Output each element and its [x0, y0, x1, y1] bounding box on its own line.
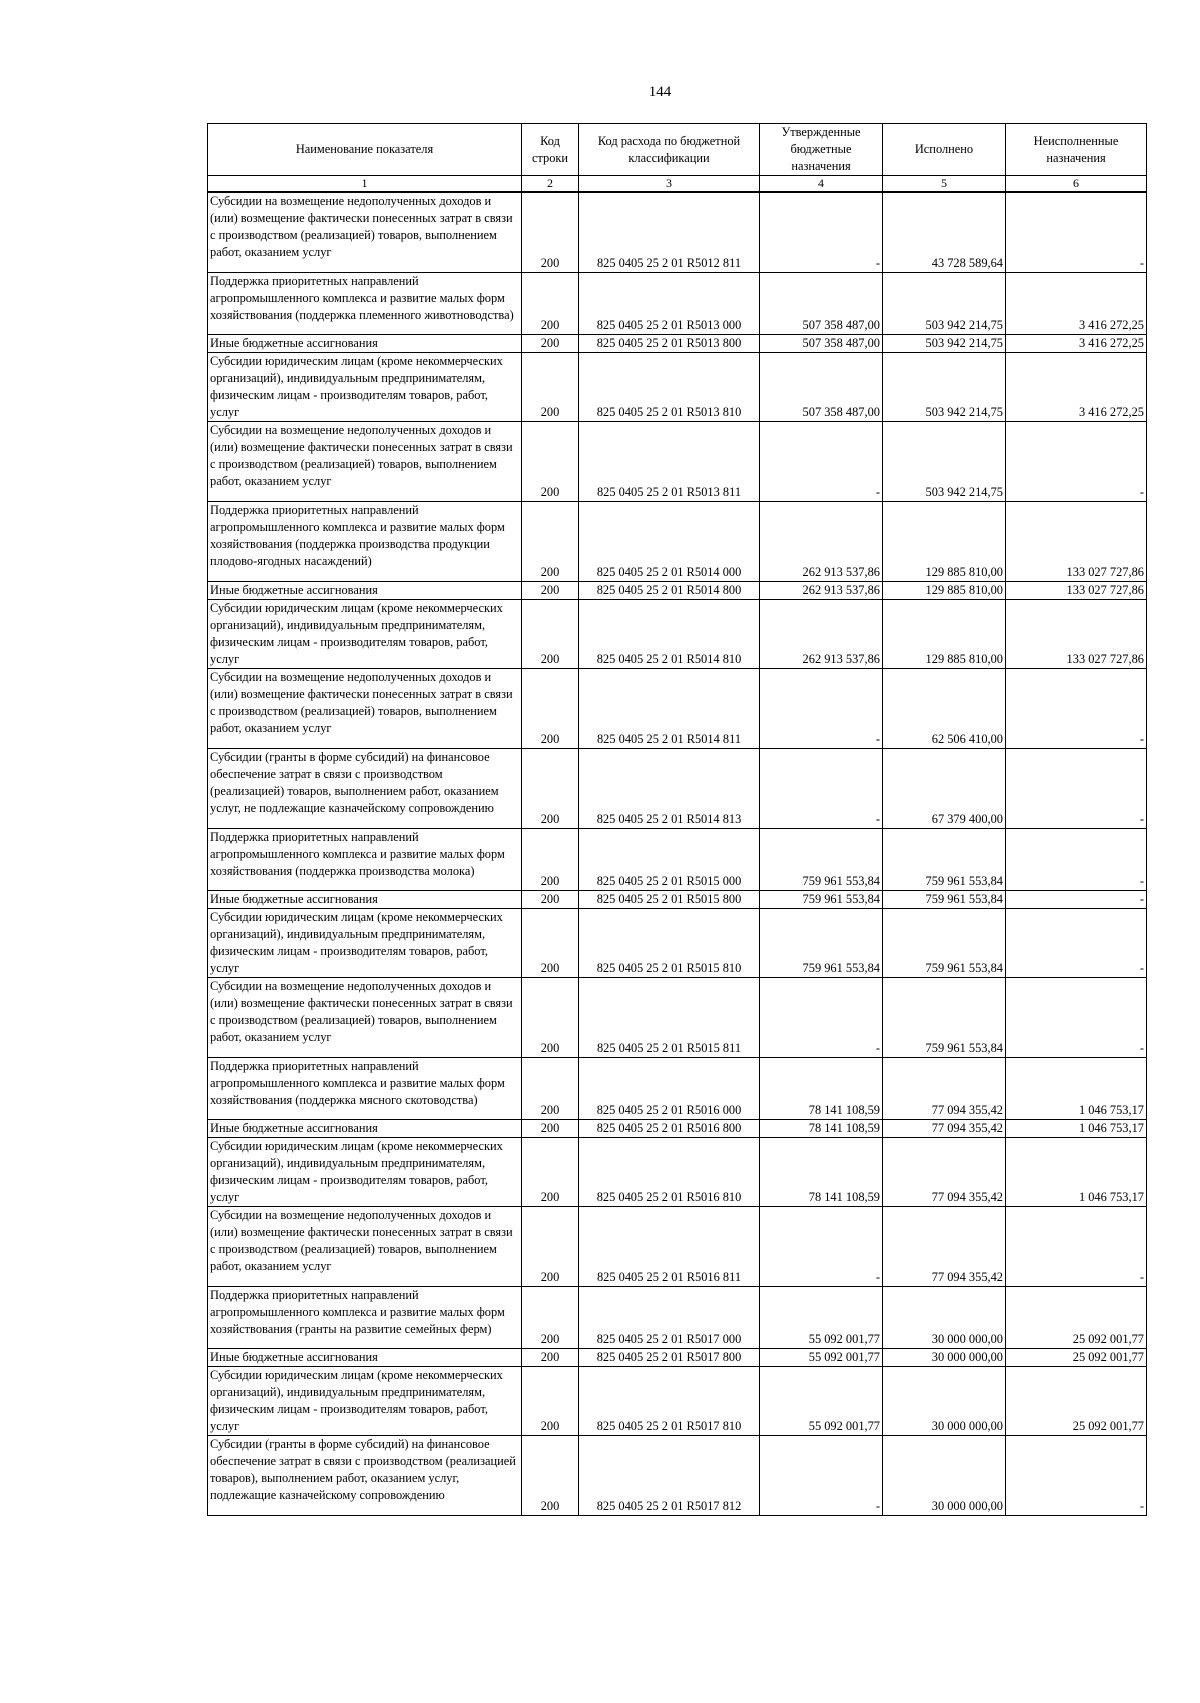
header-indicator-name: Наименование показателя — [208, 124, 522, 176]
row-unexecuted-amount: - — [1006, 421, 1147, 501]
row-line-code: 200 — [522, 581, 579, 599]
table-row — [208, 1119, 1147, 1137]
table-row — [208, 1057, 1147, 1119]
row-name: Иные бюджетные ассигнования — [208, 1119, 522, 1137]
header-executed: Исполнено — [883, 124, 1006, 176]
row-approved-amount: 507 358 487,00 — [760, 272, 883, 334]
row-name: Поддержка приоритетных направлений агропромышленного комплекса и развитие малых форм хозяйствования (поддержка племенного животноводства) — [208, 272, 522, 334]
row-name: Иные бюджетные ассигнования — [208, 1348, 522, 1366]
row-approved-amount: 262 913 537,86 — [760, 501, 883, 581]
table-row — [208, 1348, 1147, 1366]
table-row — [208, 581, 1147, 599]
row-approved-amount: 759 961 553,84 — [760, 890, 883, 908]
row-executed-amount: 759 961 553,84 — [883, 890, 1006, 908]
row-executed-amount: 43 728 589,64 — [883, 192, 1006, 272]
row-line-code: 200 — [522, 1137, 579, 1206]
row-name: Субсидии на возмещение недополученных доходов и (или) возмещение фактически понесенных затрат в связи с производством (реализацией) товаров, выполнением работ, оказанием услуг — [208, 192, 522, 272]
row-unexecuted-amount: 3 416 272,25 — [1006, 352, 1147, 421]
row-classification-code: 825 0405 25 2 01 R5015 810 — [579, 908, 760, 977]
row-executed-amount: 77 094 355,42 — [883, 1057, 1006, 1119]
row-executed-amount: 759 961 553,84 — [883, 977, 1006, 1057]
row-classification-code: 825 0405 25 2 01 R5017 800 — [579, 1348, 760, 1366]
header-budget-classification: Код расхода по бюджетной классификации — [579, 124, 760, 176]
table-row — [208, 334, 1147, 352]
row-line-code: 200 — [522, 977, 579, 1057]
row-name: Поддержка приоритетных направлений агропромышленного комплекса и развитие малых форм хозяйствования (поддержка производства продукции плодово-ягодных насаждений) — [208, 501, 522, 581]
row-approved-amount: - — [760, 977, 883, 1057]
table-body — [208, 192, 1147, 1515]
row-approved-amount: - — [760, 748, 883, 828]
row-executed-amount: 62 506 410,00 — [883, 668, 1006, 748]
row-line-code: 200 — [522, 890, 579, 908]
row-line-code: 200 — [522, 1366, 579, 1435]
row-executed-amount: 30 000 000,00 — [883, 1286, 1006, 1348]
row-line-code: 200 — [522, 599, 579, 668]
column-number-row — [208, 176, 1147, 193]
table-header-row — [208, 124, 1147, 176]
table-row — [208, 352, 1147, 421]
row-unexecuted-amount: 133 027 727,86 — [1006, 501, 1147, 581]
row-approved-amount: 55 092 001,77 — [760, 1348, 883, 1366]
row-classification-code: 825 0405 25 2 01 R5014 000 — [579, 501, 760, 581]
row-executed-amount: 77 094 355,42 — [883, 1137, 1006, 1206]
row-classification-code: 825 0405 25 2 01 R5016 811 — [579, 1206, 760, 1286]
column-number: 5 — [883, 176, 1006, 193]
row-unexecuted-amount: - — [1006, 890, 1147, 908]
row-approved-amount: - — [760, 192, 883, 272]
row-unexecuted-amount: 25 092 001,77 — [1006, 1366, 1147, 1435]
table-row — [208, 1435, 1147, 1515]
row-executed-amount: 503 942 214,75 — [883, 421, 1006, 501]
row-name: Поддержка приоритетных направлений агропромышленного комплекса и развитие малых форм хозяйствования (гранты на развитие семейных ферм) — [208, 1286, 522, 1348]
row-name: Субсидии юридическим лицам (кроме некоммерческих организаций), индивидуальным предпринимателям, физическим лицам - производителям товаров, работ, услуг — [208, 908, 522, 977]
row-line-code: 200 — [522, 748, 579, 828]
row-unexecuted-amount: 25 092 001,77 — [1006, 1348, 1147, 1366]
row-name: Субсидии на возмещение недополученных доходов и (или) возмещение фактически понесенных затрат в связи с производством (реализацией) товаров, выполнением работ, оказанием услуг — [208, 1206, 522, 1286]
row-executed-amount: 30 000 000,00 — [883, 1348, 1006, 1366]
row-name: Поддержка приоритетных направлений агропромышленного комплекса и развитие малых форм хозяйствования (поддержка мясного скотоводства) — [208, 1057, 522, 1119]
table-row — [208, 977, 1147, 1057]
row-line-code: 200 — [522, 1206, 579, 1286]
row-approved-amount: 262 913 537,86 — [760, 581, 883, 599]
row-executed-amount: 67 379 400,00 — [883, 748, 1006, 828]
row-unexecuted-amount: - — [1006, 668, 1147, 748]
row-executed-amount: 503 942 214,75 — [883, 352, 1006, 421]
row-name: Поддержка приоритетных направлений агропромышленного комплекса и развитие малых форм хозяйствования (поддержка производства молока) — [208, 828, 522, 890]
table-row — [208, 1206, 1147, 1286]
column-number: 2 — [522, 176, 579, 193]
row-classification-code: 825 0405 25 2 01 R5017 810 — [579, 1366, 760, 1435]
row-classification-code: 825 0405 25 2 01 R5015 811 — [579, 977, 760, 1057]
row-approved-amount: 507 358 487,00 — [760, 352, 883, 421]
row-name: Субсидии юридическим лицам (кроме некоммерческих организаций), индивидуальным предпринимателям, физическим лицам - производителям товаров, работ, услуг — [208, 1366, 522, 1435]
row-line-code: 200 — [522, 501, 579, 581]
header-unexecuted: Неисполненные назначения — [1006, 124, 1147, 176]
row-approved-amount: 78 141 108,59 — [760, 1119, 883, 1137]
row-classification-code: 825 0405 25 2 01 R5016 000 — [579, 1057, 760, 1119]
row-classification-code: 825 0405 25 2 01 R5013 800 — [579, 334, 760, 352]
row-unexecuted-amount: - — [1006, 1206, 1147, 1286]
table-row — [208, 421, 1147, 501]
row-approved-amount: - — [760, 1435, 883, 1515]
row-approved-amount: - — [760, 668, 883, 748]
row-classification-code: 825 0405 25 2 01 R5012 811 — [579, 192, 760, 272]
row-unexecuted-amount: 133 027 727,86 — [1006, 599, 1147, 668]
row-name: Иные бюджетные ассигнования — [208, 581, 522, 599]
row-approved-amount: 78 141 108,59 — [760, 1137, 883, 1206]
row-line-code: 200 — [522, 1119, 579, 1137]
row-executed-amount: 30 000 000,00 — [883, 1366, 1006, 1435]
row-executed-amount: 30 000 000,00 — [883, 1435, 1006, 1515]
column-number: 3 — [579, 176, 760, 193]
row-classification-code: 825 0405 25 2 01 R5015 800 — [579, 890, 760, 908]
row-classification-code: 825 0405 25 2 01 R5016 810 — [579, 1137, 760, 1206]
row-unexecuted-amount: 1 046 753,17 — [1006, 1137, 1147, 1206]
table-row — [208, 908, 1147, 977]
row-approved-amount: 55 092 001,77 — [760, 1286, 883, 1348]
row-classification-code: 825 0405 25 2 01 R5013 811 — [579, 421, 760, 501]
column-number: 1 — [208, 176, 522, 193]
row-classification-code: 825 0405 25 2 01 R5014 810 — [579, 599, 760, 668]
row-line-code: 200 — [522, 908, 579, 977]
table-row — [208, 748, 1147, 828]
row-name: Субсидии на возмещение недополученных доходов и (или) возмещение фактически понесенных затрат в связи с производством (реализацией) товаров, выполнением работ, оказанием услуг — [208, 668, 522, 748]
row-name: Субсидии юридическим лицам (кроме некоммерческих организаций), индивидуальным предпринимателям, физическим лицам - производителям товаров, работ, услуг — [208, 352, 522, 421]
header-line-code: Код строки — [522, 124, 579, 176]
row-name: Субсидии на возмещение недополученных доходов и (или) возмещение фактически понесенных затрат в связи с производством (реализацией) товаров, выполнением работ, оказанием услуг — [208, 421, 522, 501]
row-line-code: 200 — [522, 272, 579, 334]
row-name: Субсидии на возмещение недополученных доходов и (или) возмещение фактически понесенных затрат в связи с производством (реализацией) товаров, выполнением работ, оказанием услуг — [208, 977, 522, 1057]
row-line-code: 200 — [522, 828, 579, 890]
row-approved-amount: 262 913 537,86 — [760, 599, 883, 668]
row-approved-amount: 78 141 108,59 — [760, 1057, 883, 1119]
row-unexecuted-amount: - — [1006, 192, 1147, 272]
row-executed-amount: 759 961 553,84 — [883, 828, 1006, 890]
column-number: 6 — [1006, 176, 1147, 193]
row-unexecuted-amount: 3 416 272,25 — [1006, 334, 1147, 352]
row-unexecuted-amount: 25 092 001,77 — [1006, 1286, 1147, 1348]
row-executed-amount: 77 094 355,42 — [883, 1206, 1006, 1286]
row-executed-amount: 129 885 810,00 — [883, 581, 1006, 599]
row-line-code: 200 — [522, 668, 579, 748]
row-approved-amount: 759 961 553,84 — [760, 828, 883, 890]
row-classification-code: 825 0405 25 2 01 R5014 813 — [579, 748, 760, 828]
table-row — [208, 599, 1147, 668]
budget-execution-table — [207, 123, 1147, 1516]
row-executed-amount: 129 885 810,00 — [883, 599, 1006, 668]
table-row — [208, 272, 1147, 334]
row-classification-code: 825 0405 25 2 01 R5017 000 — [579, 1286, 760, 1348]
header-approved: Утвержденные бюджетные назначения — [760, 124, 883, 176]
table-row — [208, 890, 1147, 908]
row-line-code: 200 — [522, 1435, 579, 1515]
table-row — [208, 668, 1147, 748]
row-line-code: 200 — [522, 1286, 579, 1348]
table-row — [208, 192, 1147, 272]
row-classification-code: 825 0405 25 2 01 R5013 810 — [579, 352, 760, 421]
row-line-code: 200 — [522, 1057, 579, 1119]
row-unexecuted-amount: 133 027 727,86 — [1006, 581, 1147, 599]
row-classification-code: 825 0405 25 2 01 R5015 000 — [579, 828, 760, 890]
row-line-code: 200 — [522, 352, 579, 421]
row-line-code: 200 — [522, 1348, 579, 1366]
row-executed-amount: 77 094 355,42 — [883, 1119, 1006, 1137]
row-unexecuted-amount: - — [1006, 1435, 1147, 1515]
row-line-code: 200 — [522, 421, 579, 501]
row-name: Иные бюджетные ассигнования — [208, 890, 522, 908]
row-executed-amount: 503 942 214,75 — [883, 334, 1006, 352]
row-classification-code: 825 0405 25 2 01 R5017 812 — [579, 1435, 760, 1515]
page-number: 144 — [648, 84, 672, 100]
row-unexecuted-amount: 3 416 272,25 — [1006, 272, 1147, 334]
column-number: 4 — [760, 176, 883, 193]
row-approved-amount: - — [760, 1206, 883, 1286]
row-line-code: 200 — [522, 334, 579, 352]
row-executed-amount: 503 942 214,75 — [883, 272, 1006, 334]
row-unexecuted-amount: - — [1006, 748, 1147, 828]
row-executed-amount: 759 961 553,84 — [883, 908, 1006, 977]
row-approved-amount: 507 358 487,00 — [760, 334, 883, 352]
row-name: Иные бюджетные ассигнования — [208, 334, 522, 352]
row-unexecuted-amount: 1 046 753,17 — [1006, 1119, 1147, 1137]
row-unexecuted-amount: - — [1006, 908, 1147, 977]
table-row — [208, 1366, 1147, 1435]
row-name: Субсидии юридическим лицам (кроме некоммерческих организаций), индивидуальным предпринимателям, физическим лицам - производителям товаров, работ, услуг — [208, 599, 522, 668]
row-name: Субсидии (гранты в форме субсидий) на финансовое обеспечение затрат в связи с производством (реализацией) товаров, выполнением работ, оказанием услуг, не подлежащие казначейскому сопровождению — [208, 748, 522, 828]
row-classification-code: 825 0405 25 2 01 R5014 800 — [579, 581, 760, 599]
row-unexecuted-amount: - — [1006, 977, 1147, 1057]
table-row — [208, 1286, 1147, 1348]
row-approved-amount: - — [760, 421, 883, 501]
row-classification-code: 825 0405 25 2 01 R5014 811 — [579, 668, 760, 748]
row-unexecuted-amount: 1 046 753,17 — [1006, 1057, 1147, 1119]
row-classification-code: 825 0405 25 2 01 R5013 000 — [579, 272, 760, 334]
row-line-code: 200 — [522, 192, 579, 272]
row-approved-amount: 759 961 553,84 — [760, 908, 883, 977]
row-classification-code: 825 0405 25 2 01 R5016 800 — [579, 1119, 760, 1137]
row-approved-amount: 55 092 001,77 — [760, 1366, 883, 1435]
table-row — [208, 828, 1147, 890]
row-name: Субсидии юридическим лицам (кроме некоммерческих организаций), индивидуальным предпринимателям, физическим лицам - производителям товаров, работ, услуг — [208, 1137, 522, 1206]
row-executed-amount: 129 885 810,00 — [883, 501, 1006, 581]
row-unexecuted-amount: - — [1006, 828, 1147, 890]
table-row — [208, 1137, 1147, 1206]
table-row — [208, 501, 1147, 581]
row-name: Субсидии (гранты в форме субсидий) на финансовое обеспечение затрат в связи с производством (реализацией товаров), выполнением работ, оказанием услуг, подлежащие казначейскому сопровождению — [208, 1435, 522, 1515]
